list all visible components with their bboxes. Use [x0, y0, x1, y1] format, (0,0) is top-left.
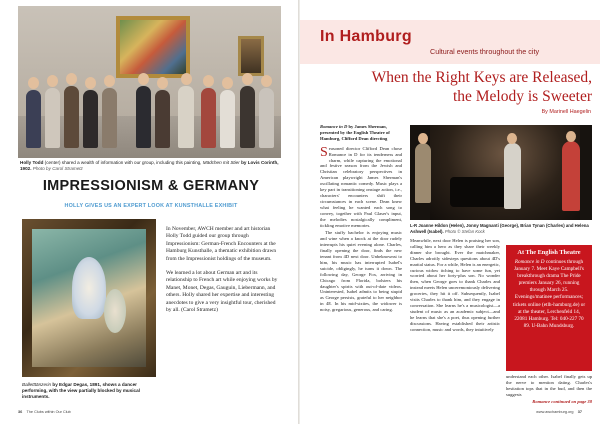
group-person	[155, 90, 170, 148]
footer-left: 36 The Clubs within Our Club	[18, 410, 71, 414]
body-paragraph: Seasoned director Clifford Dean chose Romance in D for its tenderness and charm, while capturing the emotional and festive season from the Jewish and Christian celebratory perspectives in American playwright James Sherman's oscillating romantic comedy. Music plays a key part in transitioning onstage action, i.e., characters' encounters shift their circumstances in each scene. Dean knew what feeling he wanted each song to convey, together with Paul Glaser's input, the melodies nostalgically compliment, tickling emotive memories.	[320, 144, 402, 228]
right-page	[300, 0, 600, 424]
review-column-2	[410, 238, 500, 333]
actor-george	[504, 143, 521, 209]
group-person	[83, 90, 98, 148]
stage-photo-caption: L-R Joanne Hildon (Helen), Jonny Magnanti (George), Brian Tynan (Charles) and Helena Ashwell (Isabel). Photo © Stefan Kock	[410, 223, 589, 234]
group-person	[64, 86, 79, 148]
side-painting	[238, 36, 264, 76]
continued-note: Romance continued on page 38	[532, 399, 592, 404]
production-credits: Romance in D by James Sherman, presented by the English Theatre of Hamburg, Clifford Dean directing	[320, 124, 390, 141]
actor-isabel	[562, 141, 580, 211]
review-column-3: understand each other. Isabel finally gets up the nerve to mention dating. Charles's hesitation tops that in the bud, and then the suggests	[506, 374, 592, 397]
group-person	[45, 88, 60, 148]
article-title: IMPRESSIONISM & GERMANY	[42, 178, 260, 194]
holly-todd	[178, 86, 194, 148]
article-body	[166, 226, 282, 321]
group-person	[240, 86, 255, 148]
article-subtitle: HOLLY GIVES US AN EXPERT LOOK AT KUNSTHALLE EXHIBIT	[64, 203, 238, 209]
body-paragraph: The stuffy bachelor is enjoying music and wine when a knock at the door rudely interrupts his quiet evening alone. Charles, finally opening the door, finds the new tenant from 4D next door. Unbeknownst to him, his music has interrupted Isabel's suicide, obligingly, he turns it down. The following day, George Fox, arriving in Chicago from Florida, bolsters his daughter's spirits with out-of-date videos. Uninterested, Isabel admits to being stupid as George persists, grateful to her neighbor in 4E. In his mid-sixties, the widower is noisy, gregarious, generous, and caring.	[320, 230, 402, 313]
stage-photo	[410, 125, 592, 220]
degas-painting	[22, 219, 156, 377]
group-person	[26, 90, 41, 148]
group-person	[220, 90, 235, 148]
piano	[450, 177, 508, 207]
theater-info-box	[506, 245, 592, 371]
feature-title: When the Right Keys are Released, the Melody is Sweeter	[371, 69, 592, 105]
info-box-body: Romance in D continues through January 7. Meet Kaye Campbell's breakthrough drama The Pride premiers January 26, running through March 25. Evenings/matinee performances; tickets online (etlh-hamburg.de) or at the theater, Lerchenfeld 14, 22081 Hamburg. Tel: 040-227 70 89. U-Bahn Mundsburg.	[512, 259, 586, 329]
footer-right: www.awchamburg.org 37	[536, 410, 582, 414]
group-photo-caption: Holly Todd (center) shared a wealth of information with our group, including this painting, Mädchen mit Stier by Lovis Corinth, 1902. Photo by Carol Strametz	[20, 160, 279, 171]
group-photo	[18, 6, 281, 158]
group-person	[102, 88, 117, 148]
body-paragraph: Meanwhile, next door Helen is praising her son, calling him a hero as they share their weekly dinner she brought. Ever the matchmaker, Charles adroitly sidesteps questions about 4D's marital status. For a while, Helen is an energetic, curious widow itching to have some fun, yet worried about her forty-plus son. No wonder then, when George goes to thank Charles and instead meets Helen unceremoniously delivering groceries, they hit it off. Subsequently, Isabel visits Charles to thank him, and they engage in conversation. She learns he's a musicologist—a student of music as an academic subject—and he learns that she's a poet, thus opening further discussions. Having established their artistic connection, music and words, they intuitively	[410, 238, 500, 332]
drop-cap: S	[320, 144, 328, 160]
degas-caption: Balletttänzerin by Edgar Degas, 1891, shows a dancer performing, with the view partially blocked by musical instruments.	[22, 382, 140, 399]
section-title: In Hamburg	[320, 28, 412, 45]
review-column-1	[320, 124, 402, 315]
group-person	[201, 88, 216, 148]
info-box-heading: At The English Theatre	[517, 249, 581, 256]
body-paragraph: We learned a lot about German art and its relationship to French art while enjoying works by Manet, Monet, Degas, Gauguin, Liebermann, and others. Holly shared her expertise and interesting anecdotes to give a very insightful tour, cherished by all. (Carol Strametz)	[166, 270, 278, 314]
painting-maedchen-mit-stier	[116, 16, 190, 78]
group-person	[136, 86, 151, 148]
section-subtitle: Cultural events throughout the city	[430, 47, 540, 56]
byline: By Marinell Haegelin	[541, 109, 591, 115]
actor-helen	[415, 143, 431, 203]
body-paragraph: In November, AWCH member and art historian Holly Todd guided our group through Impressionism: German-French Encounters at the Hamburg Kunsthalle, a thematic exhibition drawn from the Impressionist holdings of the museum.	[166, 226, 277, 262]
group-person	[259, 88, 274, 148]
